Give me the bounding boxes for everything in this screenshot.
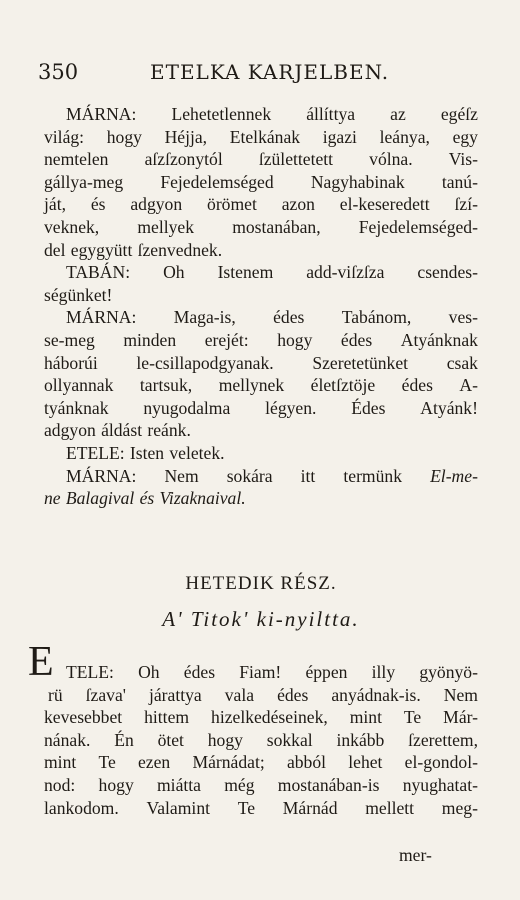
word: Etelkának — [229, 126, 301, 147]
word: Te — [237, 797, 256, 818]
word: gállya-meg — [44, 171, 124, 192]
word: nyugodalma — [143, 397, 231, 418]
word: nának. — [44, 729, 91, 750]
word: édes — [183, 662, 216, 682]
word: Tabánom, — [341, 307, 412, 328]
text-line — [44, 261, 478, 284]
word: Balagival — [65, 488, 135, 509]
text-line — [44, 797, 478, 820]
word: tyánknak — [44, 397, 109, 418]
word: légyen. — [265, 397, 317, 418]
word: hogy — [98, 774, 134, 795]
word: mint — [349, 707, 382, 728]
word: le-csillapodgyanak. — [136, 352, 274, 373]
word: egéſz — [440, 104, 478, 124]
word: nyughatat- — [402, 774, 478, 795]
word: Te — [403, 707, 422, 728]
word: nemtelen — [44, 149, 109, 170]
word: Maga-is, — [173, 307, 236, 328]
text-line — [44, 751, 478, 774]
dialogue-block — [44, 103, 478, 510]
word: Lehetetlennek — [171, 104, 272, 124]
word: Szeretetünket — [312, 352, 409, 373]
text-line — [44, 171, 478, 194]
word: egy — [452, 126, 478, 147]
word: Édes — [351, 397, 386, 418]
word: vala — [224, 684, 255, 705]
text-line — [44, 487, 478, 510]
word: Nagyhabinak — [310, 171, 405, 192]
word: kevesebbet — [44, 707, 123, 728]
word: hizelkedéseinek, — [211, 707, 328, 728]
word: Már- — [443, 707, 478, 728]
word: mint — [44, 752, 77, 773]
word: Márnádat; — [192, 752, 265, 773]
word: éppen — [305, 662, 348, 682]
speaker-name: TELE: — [66, 662, 114, 682]
word: áldást — [101, 420, 143, 441]
word: még — [224, 774, 255, 795]
word: itt — [300, 465, 316, 486]
text-line — [44, 774, 478, 797]
word: rü — [48, 684, 63, 705]
word: Fiam! — [239, 662, 282, 682]
word: sokára — [226, 465, 273, 486]
word: meg- — [441, 797, 478, 818]
word: Oh — [138, 662, 160, 682]
word: nod: — [44, 774, 76, 795]
word: reánk. — [147, 420, 191, 441]
word: ſzava' — [85, 684, 126, 705]
word: leánya, — [379, 126, 430, 147]
word: Vizaknaival. — [159, 488, 246, 509]
word: ollyannak — [44, 375, 114, 396]
text-line — [44, 352, 478, 375]
word: add-viſzſza — [306, 262, 385, 283]
word: ſzí- — [454, 194, 478, 215]
text-line — [44, 216, 478, 239]
word: ját, — [44, 194, 66, 215]
word: Atyánknak — [400, 329, 478, 350]
word: se-meg — [44, 329, 95, 350]
text-line — [44, 442, 478, 465]
word: mellyek — [137, 216, 195, 237]
word: termünk — [343, 465, 403, 486]
text-line — [44, 126, 478, 149]
word: Én — [114, 729, 134, 750]
word: mellynek — [218, 375, 285, 396]
word: ezen — [138, 752, 171, 773]
text-line — [44, 684, 478, 707]
catchword: mer- — [399, 845, 432, 865]
word: mostanában-is — [277, 774, 380, 795]
text-line — [44, 103, 478, 126]
word: Te — [98, 752, 116, 773]
word: hogy — [106, 126, 142, 147]
text-line — [44, 306, 478, 329]
word: ſzenvednek. — [137, 239, 223, 260]
word: ſzülettetett — [258, 149, 334, 170]
word: miátta — [157, 774, 201, 795]
word: Atyánk! — [420, 397, 478, 418]
word: hogy — [277, 329, 313, 350]
word: tanú- — [441, 171, 478, 192]
word: járattya — [148, 684, 202, 705]
section-subtitle: A' Titok' ki-nyiltta. — [162, 607, 360, 631]
word: sokkal — [266, 729, 313, 750]
word: hittem — [144, 707, 190, 728]
word: csak — [446, 352, 478, 373]
running-title: ETELKA KARJELBEN. — [150, 60, 390, 84]
word: egygyütt — [70, 239, 133, 260]
text-line — [44, 465, 478, 488]
word: veletek. — [169, 442, 225, 463]
word: és — [90, 194, 106, 215]
text-line — [44, 284, 478, 307]
word: lehet — [348, 752, 383, 773]
word: világ: — [44, 126, 85, 147]
word: igazi — [322, 126, 357, 147]
word: Oh — [163, 262, 185, 283]
word: ötet — [157, 729, 184, 750]
word: minden — [123, 329, 177, 350]
drop-cap: E — [28, 639, 54, 685]
word: el-keseredett — [339, 194, 430, 215]
text-line — [44, 374, 478, 397]
word: háborúi — [44, 352, 98, 373]
speaker-name: MÁRNA: — [66, 307, 137, 328]
text-line — [44, 706, 478, 729]
page-number: 350 — [38, 60, 79, 84]
word: abból — [286, 752, 327, 773]
word: Nem — [443, 684, 478, 705]
word: édes — [340, 329, 373, 350]
word: örömet — [207, 194, 257, 215]
speaker-name: MÁRNA: — [66, 465, 137, 486]
word: Istenem — [217, 262, 274, 283]
word: Valamint — [146, 797, 211, 818]
word: el-gondol- — [404, 752, 478, 773]
running-head — [38, 60, 482, 90]
word: életſztöje — [310, 375, 376, 396]
word: ſzerettem, — [408, 729, 478, 750]
word: veknek, — [44, 216, 100, 237]
word: Fejedelemséged- — [358, 216, 478, 237]
section-heading: HETEDIK RÉSZ. — [185, 573, 337, 594]
speaker-name: TABÁN: — [66, 262, 131, 283]
word: lankodom. — [44, 797, 119, 818]
word: aſzſzonytól — [144, 149, 223, 170]
text-line — [44, 239, 478, 262]
word: mellett — [365, 797, 415, 818]
word: ves- — [448, 307, 478, 328]
text-line — [44, 193, 478, 216]
word: Héjja, — [164, 126, 208, 147]
word: ségünket! — [44, 284, 113, 305]
word: adgyon — [44, 420, 96, 441]
word: állíttya — [306, 104, 356, 124]
text-line — [44, 329, 478, 352]
word: Nem — [164, 465, 199, 486]
text-line — [44, 397, 478, 420]
word: édes — [273, 307, 305, 328]
word: A- — [459, 375, 478, 396]
word: Isten — [129, 442, 165, 463]
word: Fejedelemséged — [160, 171, 274, 192]
word: erejét: — [204, 329, 249, 350]
word: vólna. — [369, 149, 413, 170]
word: mostanában, — [232, 216, 321, 237]
word: csendes- — [417, 262, 478, 283]
word: El-me- — [430, 465, 478, 486]
word: adgyon — [130, 194, 183, 215]
text-line — [28, 639, 478, 685]
speaker-name: ETELE: — [66, 442, 125, 463]
word: azon — [281, 194, 315, 215]
dialogue-block — [28, 639, 478, 819]
word: anyádnak-is. — [331, 684, 421, 705]
word: Vis- — [448, 149, 478, 170]
text-line — [44, 148, 478, 171]
text-line — [44, 419, 478, 442]
word: tartsuk, — [139, 375, 193, 396]
word: édes — [277, 684, 309, 705]
word: del — [44, 239, 66, 260]
word: és — [139, 488, 155, 509]
word: az — [390, 104, 406, 124]
word: inkább — [336, 729, 385, 750]
word: hogy — [207, 729, 243, 750]
word: gyönyö- — [419, 662, 478, 682]
word: édes — [401, 375, 433, 396]
word: Márnád — [282, 797, 338, 818]
word: ne — [44, 488, 61, 509]
speaker-name: MÁRNA: — [66, 104, 137, 124]
text-line — [44, 729, 478, 752]
word: illy — [371, 662, 396, 682]
